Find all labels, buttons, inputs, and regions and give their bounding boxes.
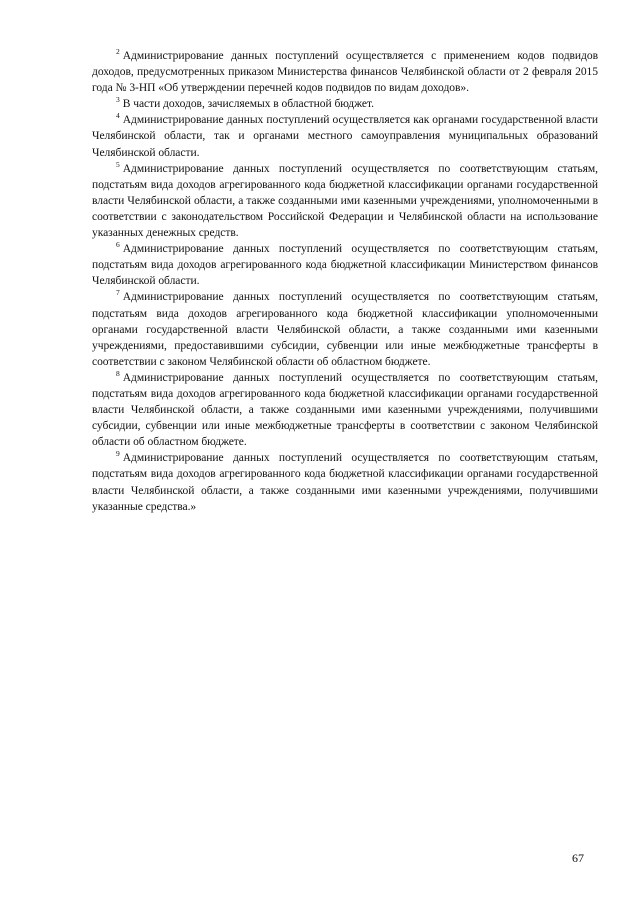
footnote-mark: 3: [116, 95, 120, 105]
footnote-4: [92, 112, 598, 160]
footnote-text: Администрирование данных поступлений осуществляется с применением кодов подвидов доходов, предусмотренных приказом Министерства финансов Челябинской области от 2 февраля 2015 года № 3-НП «Об утверждении перечней кодов подвидов по видам доходов».: [92, 50, 598, 95]
footnote-mark: 6: [116, 240, 120, 250]
footnote-mark: 7: [116, 288, 120, 298]
footnote-2: [92, 48, 598, 96]
footnote-text: Администрирование данных поступлений осуществляется по соответствующим статьям, подстатьям вида доходов агрегированного кода бюджетной классификации органами государственной власти Челябинской области, а также созданными ими казенными учреждениями, получившими субсидии, субвенции или иные межбюджетные трансферты в соответствии с законом Челябинской области об областном бюджете.: [92, 371, 598, 449]
footnote-7: [92, 289, 598, 369]
footnote-mark: 4: [116, 111, 120, 121]
footnote-mark: 5: [116, 159, 120, 169]
page-number: 67: [572, 851, 584, 865]
footnote-text: Администрирование данных поступлений осуществляется как органами государственной власти Челябинской области, так и органами местного самоуправления муниципальных образований Челябинской области.: [92, 114, 598, 159]
footnotes-block: [92, 48, 598, 515]
footnote-5: [92, 161, 598, 241]
footnote-mark: 2: [116, 47, 120, 56]
footnote-text: В части доходов, зачисляемых в областной бюджет.: [122, 98, 374, 111]
footnote-text: Администрирование данных поступлений осуществляется по соответствующим статьям, подстатьям вида доходов агрегированного кода бюджетной классификации Министерством финансов Челябинской области.: [92, 243, 598, 288]
footnote-text: Администрирование данных поступлений осуществляется по соответствующим статьям, подстатьям вида доходов агрегированного кода бюджетной классификации уполномоченными органами государственной власти Челябинской области, а также созданными ими казенными учреждениями, предоставившими субсидии, субвенции или иные межбюджетные трансферты в соответствии с законом Челябинской области об областном бюджете.: [92, 291, 598, 368]
footnote-8: [92, 370, 598, 450]
footnote-text: Администрирование данных поступлений осуществляется по соответствующим статьям, подстатьям вида доходов агрегированного кода бюджетной классификации органами государственной власти Челябинской области, а также созданными ими казенными учреждениями, уполномоченными в соответствии с законодательством Российской Федерации и Челябинской области на использование указанных денежных средств.: [92, 162, 598, 240]
footnote-mark: 9: [116, 449, 120, 459]
footnote-3: [92, 96, 598, 112]
footnote-text: Администрирование данных поступлений осуществляется по соответствующим статьям, подстатьям вида доходов агрегированного кода бюджетной классификации органами государственной власти Челябинской области, а также созданными ими казенными учреждениями, получившими указанные средства.»: [92, 452, 598, 513]
footnote-6: [92, 241, 598, 289]
footnote-9: [92, 450, 598, 514]
footnote-mark: 8: [116, 368, 120, 378]
